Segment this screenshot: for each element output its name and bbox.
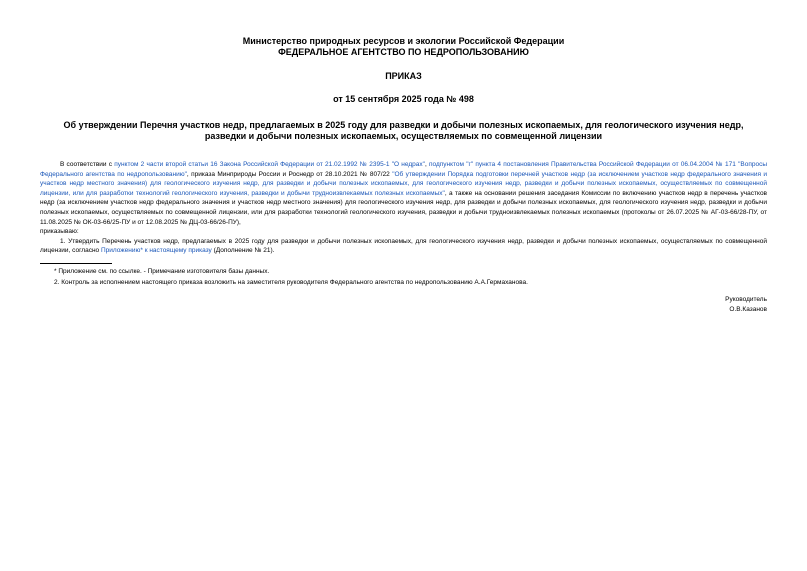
preamble-text-2: , приказа Минприроды России и Роснедр от 28.10.2021 № 807/22 — [186, 170, 393, 178]
agency-name: ФЕДЕРАЛЬНОЕ АГЕНТСТВО ПО НЕДРОПОЛЬЗОВАНИЮ — [278, 47, 529, 57]
item-2: 2. Контроль за исполнением настоящего приказа возложить на заместителя руководителя Федерального агентства по недропользованию А.А.Гермаханова. — [54, 278, 528, 286]
footnote: * Приложение см. по ссылке. - Примечание изготовителя базы данных. — [54, 267, 270, 275]
item-1 — [40, 237, 767, 256]
government-resolution-link[interactable]: подпунктом "г" пункта 4 постановления Правительства Российской Федерации от 06.04.2004 № 171 "Вопросы Федерального агентства по недропользованию" — [40, 161, 767, 178]
document-date: от 15 сентября 2025 года № 498 — [333, 94, 474, 104]
document-type: ПРИКАЗ — [385, 71, 422, 81]
preamble-text-3: , а также на основании решения заседания Комиссии по включению участков недр в перечень участков недр (за исключением участков недр федерального значения и участков недр местного значения) для геологического изучения недр, для разведки и добычи полезных ископаемых, для геологического изучения недр, разведки и добычи полезных ископаемых, осуществляемых по совмещенной лицензии, или для разработки технологий геологического изучения, разведки и добычи трудноизвлекаемых полезных ископаемых (протоколы от 26.07.2025 № АГ-03-66/28-ПУ, от 11.08.2025 № ОК-03-66/25-ПУ и от 12.08.2025 № ДЦ-03-66/26-ПУ), — [40, 189, 768, 226]
document-header — [40, 36, 767, 58]
appendix-link[interactable]: Приложению* к настоящему приказу — [100, 247, 212, 255]
preamble-text-0: В соответствии с — [60, 161, 115, 168]
order-word: приказываю: — [40, 228, 79, 236]
item-1-text-0: 1. Утвердить Перечень участков недр, предлагаемых в 2025 году для разведки и добычи полезных ископаемых, для геологического изучения недр, разведки и добычи полезных ископаемых, осуществляемых по совмещенной лицензии, согласно — [40, 237, 767, 255]
preamble-text-1: , — [424, 161, 429, 168]
item-1-text-1: (Дополнение № 21). — [211, 247, 275, 255]
procedure-order-link[interactable]: "Об утверждении Порядка подготовки перечней участков недр (за исключением участков недр федерального значения и участков недр местного значения) для геологического изучения недр, для разведки и добычи полезных ископаемых, для геологического изучения недр, разведки и добычи полезных ископаемых, осуществляемых по совмещенной лицензии, или для разработки технологий геологического изучения, разведки и добычи трудноизвлекаемых полезных ископаемых" — [40, 170, 768, 197]
document-title: Об утверждении Перечня участков недр, предлагаемых в 2025 году для разведки и добычи полезных ископаемых, для геологического изучения недр, разведки и добычи полезных ископаемых, осуществляемых по совмещенной лицензии — [63, 120, 744, 141]
law-on-subsoil-link[interactable]: пунктом 2 части второй статьи 16 Закона Российской Федерации от 21.02.1992 № 2395-1 "О недрах" — [114, 161, 425, 168]
footnote-divider — [40, 263, 112, 264]
signatory-position: Руководитель — [725, 296, 767, 304]
document-body — [40, 160, 767, 256]
ministry-name: Министерство природных ресурсов и экологии Российской Федерации — [242, 36, 565, 46]
signatory-name: О.В.Казанов — [729, 306, 767, 314]
signature-block — [40, 295, 767, 315]
preamble-paragraph — [40, 160, 767, 227]
